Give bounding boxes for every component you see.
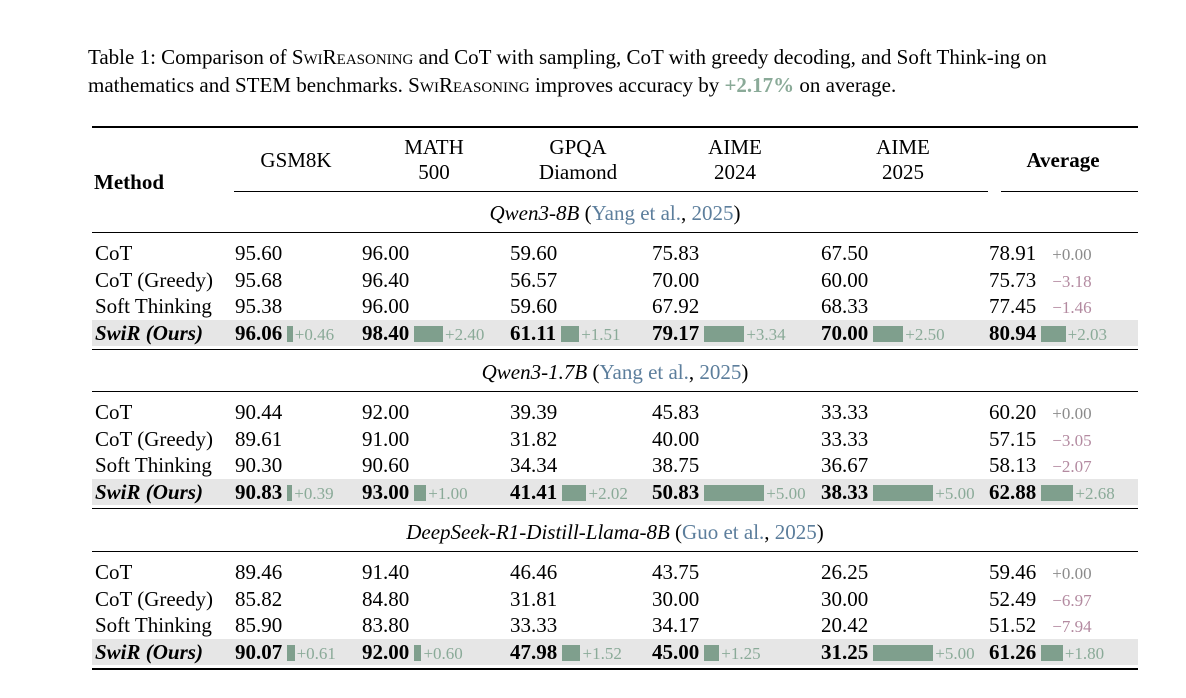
gain-delta: +2.03 bbox=[1067, 324, 1107, 344]
value-text: 58.13 bbox=[989, 453, 1037, 477]
value-cell bbox=[510, 240, 557, 266]
method-cell: Soft Thinking bbox=[95, 294, 212, 318]
value-text: 30.00 bbox=[821, 586, 869, 611]
value-cell bbox=[362, 267, 409, 293]
value-text: 91.40 bbox=[362, 560, 410, 584]
table-row bbox=[92, 479, 1138, 505]
value-cell bbox=[652, 240, 699, 266]
citation-year[interactable]: 2025 bbox=[691, 201, 734, 225]
value-text: 85.90 bbox=[235, 613, 283, 637]
method-cell: CoT bbox=[95, 241, 133, 265]
gain-delta: +1.00 bbox=[428, 483, 468, 503]
average-delta: −3.05 bbox=[1052, 430, 1092, 450]
value-cell bbox=[821, 452, 868, 478]
value-cell bbox=[821, 320, 945, 348]
value-text: 59.60 bbox=[510, 241, 558, 265]
gain-delta: +1.80 bbox=[1064, 643, 1105, 663]
gain-bar bbox=[1041, 485, 1073, 501]
value-text: 61.26 bbox=[989, 639, 1037, 664]
value-cell bbox=[235, 293, 282, 319]
group-rule-deepseek-r1-llama-8b bbox=[92, 551, 1138, 552]
value-text: 90.07 bbox=[235, 639, 283, 664]
average-delta: −7.94 bbox=[1052, 617, 1092, 636]
value-cell bbox=[362, 240, 409, 266]
value-cell bbox=[510, 320, 621, 348]
header-method: Method bbox=[94, 170, 164, 194]
value-cell bbox=[235, 479, 334, 507]
table-row bbox=[92, 452, 1138, 478]
value-text: 33.33 bbox=[821, 400, 869, 424]
table-row bbox=[92, 320, 1138, 346]
average-cell bbox=[989, 267, 1092, 295]
method-cell: CoT bbox=[95, 560, 133, 584]
method-cell: Soft Thinking bbox=[95, 453, 212, 477]
value-cell bbox=[362, 559, 409, 585]
average-cell bbox=[989, 586, 1092, 614]
value-text: 59.46 bbox=[989, 560, 1037, 584]
group-rule-qwen3-8b bbox=[92, 232, 1138, 233]
average-delta: +0.00 bbox=[1052, 404, 1092, 423]
gain-delta: +1.52 bbox=[582, 643, 622, 663]
value-cell bbox=[821, 426, 868, 452]
value-text: 26.25 bbox=[821, 560, 869, 584]
table-row bbox=[92, 426, 1138, 452]
average-cell bbox=[989, 320, 1107, 348]
value-text: 92.00 bbox=[362, 400, 410, 424]
gain-delta: +3.34 bbox=[746, 324, 786, 344]
value-text: 77.45 bbox=[989, 294, 1037, 318]
group-end-rule-qwen3-8b bbox=[92, 349, 1138, 350]
value-text: 79.17 bbox=[652, 320, 700, 345]
table-row bbox=[92, 399, 1138, 425]
average-cell bbox=[989, 240, 1092, 268]
average-cell bbox=[989, 559, 1092, 587]
value-text: 90.60 bbox=[362, 453, 410, 477]
average-cell bbox=[989, 639, 1104, 667]
average-cell bbox=[989, 612, 1092, 640]
gain-bar bbox=[873, 326, 903, 342]
value-text: 67.92 bbox=[652, 294, 700, 318]
value-text: 31.82 bbox=[510, 426, 558, 451]
value-text: 90.83 bbox=[235, 479, 283, 504]
header-aime2024: AIME 2024 bbox=[708, 135, 762, 184]
gain-delta: +2.02 bbox=[588, 483, 628, 503]
value-text: 46.46 bbox=[510, 560, 558, 584]
gain-bar bbox=[1041, 645, 1063, 661]
value-text: 90.44 bbox=[235, 400, 283, 424]
value-text: 31.25 bbox=[821, 639, 869, 664]
model-heading-qwen3-8b: Qwen3-8B (Yang et al., 2025) bbox=[489, 201, 741, 225]
value-cell bbox=[362, 399, 409, 425]
gain-delta: +0.46 bbox=[294, 324, 335, 344]
value-text: 95.38 bbox=[235, 294, 283, 318]
value-text: 45.83 bbox=[652, 400, 700, 424]
value-cell bbox=[652, 639, 761, 667]
value-text: 75.83 bbox=[652, 241, 700, 265]
gain-delta: +5.00 bbox=[935, 483, 975, 503]
caption-middle: and CoT with sampling, CoT with greedy decoding, and Soft Think-ing on mathematics and STEM benchmarks. bbox=[88, 45, 1047, 97]
value-cell bbox=[652, 586, 699, 612]
table-row bbox=[92, 612, 1138, 638]
average-delta: +0.00 bbox=[1052, 564, 1092, 583]
gain-bar bbox=[414, 326, 443, 342]
gain-bar bbox=[287, 485, 292, 501]
gain-delta: +0.61 bbox=[296, 643, 336, 663]
gain-bar bbox=[1041, 326, 1065, 342]
value-text: 45.00 bbox=[652, 639, 700, 664]
gain-delta: +0.39 bbox=[294, 483, 334, 503]
gain-delta: +2.40 bbox=[445, 324, 485, 344]
caption-method-name-2: SwiReasoning bbox=[408, 73, 530, 97]
average-cell bbox=[989, 452, 1092, 480]
gain-bar bbox=[562, 645, 580, 661]
value-text: 43.75 bbox=[652, 560, 700, 584]
value-cell bbox=[652, 293, 699, 319]
value-cell bbox=[652, 612, 699, 638]
value-cell bbox=[235, 612, 282, 638]
value-text: 84.80 bbox=[362, 586, 410, 611]
value-cell bbox=[235, 586, 282, 612]
table-row bbox=[92, 586, 1138, 612]
model-name: Qwen3-8B bbox=[489, 201, 580, 225]
value-text: 89.46 bbox=[235, 560, 283, 584]
value-cell bbox=[362, 586, 409, 612]
value-cell bbox=[510, 612, 557, 638]
value-text: 51.52 bbox=[989, 613, 1037, 637]
value-text: 78.91 bbox=[989, 241, 1037, 265]
gain-delta: +0.60 bbox=[423, 643, 463, 663]
value-text: 92.00 bbox=[362, 639, 410, 664]
method-cell: CoT (Greedy) bbox=[95, 267, 213, 292]
value-text: 52.49 bbox=[989, 586, 1037, 611]
value-text: 93.00 bbox=[362, 479, 410, 504]
average-cell bbox=[989, 479, 1115, 507]
value-cell bbox=[821, 612, 868, 638]
value-cell bbox=[510, 639, 622, 667]
group-rule-qwen3-1-7b bbox=[92, 391, 1138, 392]
gain-bar bbox=[704, 645, 719, 661]
gain-delta: +1.51 bbox=[581, 324, 621, 344]
value-cell bbox=[235, 559, 282, 585]
value-text: 39.39 bbox=[510, 400, 558, 424]
value-text: 50.83 bbox=[652, 479, 700, 504]
table-caption bbox=[88, 43, 1148, 99]
gain-bar bbox=[414, 485, 426, 501]
value-cell bbox=[510, 426, 557, 452]
value-text: 70.00 bbox=[652, 267, 700, 292]
gain-delta: +2.50 bbox=[905, 324, 945, 344]
value-cell bbox=[510, 559, 557, 585]
value-cell bbox=[821, 559, 868, 585]
method-cell: SwiR (Ours) bbox=[95, 479, 203, 504]
model-heading-deepseek-r1-llama-8b: DeepSeek-R1-Distill-Llama-8B (Guo et al., 2025) bbox=[406, 520, 824, 544]
method-cell: SwiR (Ours) bbox=[95, 320, 203, 345]
header-midrule-left bbox=[234, 191, 988, 192]
value-text: 36.67 bbox=[821, 453, 869, 477]
gain-bar bbox=[562, 485, 586, 501]
value-cell bbox=[510, 479, 628, 507]
value-cell bbox=[235, 426, 282, 452]
average-cell bbox=[989, 399, 1092, 427]
value-cell bbox=[362, 320, 484, 348]
model-name: Qwen3-1.7B bbox=[481, 360, 588, 384]
value-text: 34.34 bbox=[510, 453, 558, 477]
value-text: 89.61 bbox=[235, 426, 283, 451]
value-cell bbox=[510, 399, 557, 425]
method-cell: CoT bbox=[95, 400, 133, 424]
gain-bar bbox=[414, 645, 421, 661]
value-cell bbox=[510, 267, 557, 293]
table-row bbox=[92, 293, 1138, 319]
value-text: 70.00 bbox=[821, 320, 869, 345]
average-delta: +0.00 bbox=[1052, 245, 1092, 264]
gain-bar bbox=[561, 326, 579, 342]
citation-author[interactable]: Yang et al. bbox=[599, 360, 689, 384]
value-text: 96.40 bbox=[362, 267, 410, 292]
value-text: 41.41 bbox=[510, 479, 558, 504]
value-cell bbox=[235, 320, 334, 348]
value-text: 96.06 bbox=[235, 320, 283, 345]
value-cell bbox=[235, 452, 282, 478]
value-text: 38.75 bbox=[652, 453, 700, 477]
value-text: 83.80 bbox=[362, 613, 410, 637]
value-text: 47.98 bbox=[510, 639, 558, 664]
value-cell bbox=[362, 426, 409, 452]
average-delta: −3.18 bbox=[1052, 271, 1092, 291]
gain-delta: +1.25 bbox=[721, 643, 761, 663]
value-text: 67.50 bbox=[821, 241, 869, 265]
value-text: 20.42 bbox=[821, 613, 869, 637]
header-midrule-right bbox=[1001, 191, 1138, 192]
gain-bar bbox=[873, 485, 933, 501]
header-gpqa: GPQA Diamond bbox=[538, 135, 618, 184]
average-cell bbox=[989, 293, 1092, 321]
value-text: 95.68 bbox=[235, 267, 283, 292]
caption-suffix: on average. bbox=[794, 73, 897, 97]
value-cell bbox=[362, 639, 463, 667]
value-cell bbox=[235, 267, 282, 293]
value-cell bbox=[362, 612, 409, 638]
value-cell bbox=[652, 320, 786, 348]
bottom-rule bbox=[92, 668, 1138, 670]
value-text: 90.30 bbox=[235, 453, 283, 477]
header-math500: MATH 500 bbox=[404, 135, 464, 184]
top-rule bbox=[92, 126, 1138, 128]
value-text: 60.00 bbox=[821, 267, 869, 292]
value-cell bbox=[652, 479, 806, 507]
table-row bbox=[92, 639, 1138, 665]
gain-delta: +2.68 bbox=[1075, 483, 1115, 503]
value-cell bbox=[510, 293, 557, 319]
value-text: 62.88 bbox=[989, 479, 1037, 504]
value-cell bbox=[235, 399, 282, 425]
group-end-rule-qwen3-1-7b bbox=[92, 508, 1138, 509]
table-row bbox=[92, 267, 1138, 293]
value-text: 57.15 bbox=[989, 426, 1037, 451]
value-cell bbox=[821, 240, 868, 266]
value-text: 59.60 bbox=[510, 294, 558, 318]
value-text: 34.17 bbox=[652, 613, 700, 637]
citation-author[interactable]: Yang et al. bbox=[591, 201, 682, 225]
value-text: 85.82 bbox=[235, 586, 283, 611]
value-cell bbox=[821, 479, 975, 507]
gain-bar bbox=[287, 645, 294, 661]
value-cell bbox=[652, 559, 699, 585]
value-text: 38.33 bbox=[821, 479, 869, 504]
value-cell bbox=[362, 479, 468, 507]
value-text: 61.11 bbox=[510, 320, 557, 345]
gain-bar bbox=[873, 645, 933, 661]
average-delta: −2.07 bbox=[1052, 457, 1092, 476]
value-cell bbox=[652, 267, 699, 293]
value-text: 80.94 bbox=[989, 320, 1037, 345]
caption-improves: improves accuracy by bbox=[529, 73, 725, 97]
value-cell bbox=[821, 639, 975, 667]
model-name: DeepSeek-R1-Distill-Llama-8B bbox=[406, 520, 670, 544]
value-text: 68.33 bbox=[821, 294, 869, 318]
value-cell bbox=[362, 293, 409, 319]
model-heading-qwen3-1-7b: Qwen3-1.7B (Yang et al., 2025) bbox=[481, 360, 749, 384]
header-gsm8k: GSM8K bbox=[260, 148, 332, 172]
value-text: 33.33 bbox=[821, 426, 869, 451]
table-row bbox=[92, 559, 1138, 585]
value-cell bbox=[652, 452, 699, 478]
value-cell bbox=[362, 452, 409, 478]
value-cell bbox=[821, 399, 868, 425]
value-cell bbox=[652, 426, 699, 452]
value-text: 95.60 bbox=[235, 241, 283, 265]
value-text: 75.73 bbox=[989, 267, 1037, 292]
citation-year[interactable]: 2025 bbox=[774, 520, 817, 544]
average-delta: −6.97 bbox=[1052, 590, 1092, 610]
value-text: 56.57 bbox=[510, 267, 558, 292]
value-text: 30.00 bbox=[652, 586, 700, 611]
value-text: 40.00 bbox=[652, 426, 700, 451]
value-text: 98.40 bbox=[362, 320, 410, 345]
value-text: 96.00 bbox=[362, 294, 410, 318]
caption-gain: +2.17% bbox=[724, 73, 795, 97]
gain-delta: +5.00 bbox=[935, 643, 975, 663]
citation-year[interactable]: 2025 bbox=[699, 360, 742, 384]
value-cell bbox=[510, 452, 557, 478]
value-cell bbox=[235, 639, 336, 667]
gain-bar bbox=[704, 485, 764, 501]
value-text: 33.33 bbox=[510, 613, 558, 637]
method-cell: CoT (Greedy) bbox=[95, 426, 213, 451]
table-row bbox=[92, 240, 1138, 266]
method-cell: CoT (Greedy) bbox=[95, 586, 213, 611]
value-text: 60.20 bbox=[989, 400, 1037, 424]
gain-delta: +5.00 bbox=[766, 483, 806, 503]
header-aime2025: AIME 2025 bbox=[876, 135, 930, 184]
caption-prefix: Table 1: Comparison of bbox=[88, 45, 292, 69]
gain-bar bbox=[704, 326, 744, 342]
value-text: 31.81 bbox=[510, 586, 558, 611]
value-cell bbox=[235, 240, 282, 266]
value-cell bbox=[821, 293, 868, 319]
gain-bar bbox=[287, 326, 293, 342]
header-average: Average bbox=[1026, 148, 1100, 172]
value-cell bbox=[510, 586, 557, 612]
average-delta: −1.46 bbox=[1052, 298, 1092, 317]
caption-method-name: SwiReasoning bbox=[291, 45, 414, 69]
value-cell bbox=[652, 399, 699, 425]
value-text: 91.00 bbox=[362, 426, 410, 451]
method-cell: SwiR (Ours) bbox=[95, 639, 203, 664]
average-cell bbox=[989, 426, 1092, 454]
value-cell bbox=[821, 586, 868, 612]
value-cell bbox=[821, 267, 868, 293]
method-cell: Soft Thinking bbox=[95, 613, 212, 637]
citation-author[interactable]: Guo et al. bbox=[682, 520, 765, 544]
value-text: 96.00 bbox=[362, 241, 410, 265]
